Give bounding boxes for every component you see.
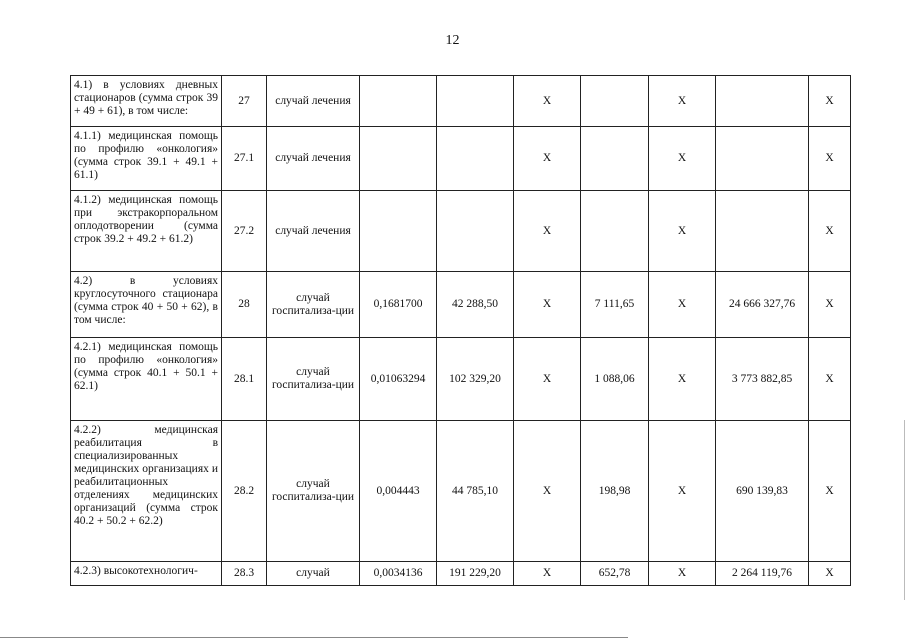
data-table	[70, 75, 851, 586]
footer-divider	[0, 637, 628, 638]
cell-c7: X	[809, 272, 851, 338]
cell-c4: 652,78	[581, 562, 649, 586]
cell-c7: X	[809, 127, 851, 191]
cell-c6: 690 139,83	[716, 421, 809, 562]
cell-c5: X	[649, 338, 716, 421]
cell-c7: X	[809, 76, 851, 127]
cell-c3: X	[514, 76, 581, 127]
cell-c3: X	[514, 191, 581, 272]
cell-c2	[437, 191, 514, 272]
cell-c5: X	[649, 191, 716, 272]
cell-c1	[360, 76, 437, 127]
cell-c7: X	[809, 421, 851, 562]
row-code: 28.2	[222, 421, 267, 562]
cell-c2	[437, 127, 514, 191]
row-unit: случай госпитализа-ции	[267, 421, 360, 562]
row-name: 4.2.1) медицинская помощь по профилю «онкология» (сумма строк 40.1 + 50.1 + 62.1)	[71, 338, 222, 421]
cell-c3: X	[514, 562, 581, 586]
table-row	[71, 338, 851, 421]
row-code: 27.2	[222, 191, 267, 272]
cell-c6	[716, 191, 809, 272]
cell-c3: X	[514, 127, 581, 191]
cell-c4	[581, 76, 649, 127]
cell-c7: X	[809, 338, 851, 421]
row-name: 4.1) в условиях дневных стационаров (сумма строк 39 + 49 + 61), в том числе:	[71, 76, 222, 127]
cell-c7: X	[809, 191, 851, 272]
cell-c6: 24 666 327,76	[716, 272, 809, 338]
row-unit: случай госпитализа-ции	[267, 272, 360, 338]
cell-c3: X	[514, 272, 581, 338]
row-code: 28	[222, 272, 267, 338]
table-row	[71, 127, 851, 191]
cell-c1	[360, 191, 437, 272]
cell-c2: 102 329,20	[437, 338, 514, 421]
row-unit: случай лечения	[267, 127, 360, 191]
cell-c6	[716, 76, 809, 127]
cell-c4	[581, 127, 649, 191]
cell-c4: 7 111,65	[581, 272, 649, 338]
cell-c4: 198,98	[581, 421, 649, 562]
cell-c2: 42 288,50	[437, 272, 514, 338]
cell-c6	[716, 127, 809, 191]
row-name: 4.2) в условиях круглосуточного стационара (сумма строк 40 + 50 + 62), в том числе:	[71, 272, 222, 338]
row-name: 4.1.1) медицинская помощь по профилю «онкология» (сумма строк 39.1 + 49.1 + 61.1)	[71, 127, 222, 191]
cell-c5: X	[649, 272, 716, 338]
cell-c5: X	[649, 562, 716, 586]
row-name: 4.2.2) медицинская реабилитация в специализированных медицинских организациях и реабилитационных отделениях медицинских организаций (сумма строк 40.2 + 50.2 + 62.2)	[71, 421, 222, 562]
cell-c3: X	[514, 338, 581, 421]
row-code: 27.1	[222, 127, 267, 191]
cell-c7: X	[809, 562, 851, 586]
cell-c3: X	[514, 421, 581, 562]
row-code: 28.3	[222, 562, 267, 586]
page-number: 12	[445, 33, 460, 48]
cell-c5: X	[649, 76, 716, 127]
cell-c5: X	[649, 127, 716, 191]
cell-c1: 0,004443	[360, 421, 437, 562]
cell-c6: 2 264 119,76	[716, 562, 809, 586]
cell-c2: 44 785,10	[437, 421, 514, 562]
row-code: 28.1	[222, 338, 267, 421]
row-code: 27	[222, 76, 267, 127]
row-name: 4.1.2) медицинская помощь при экстракорпоральном оплодотворении (сумма строк 39.2 + 49.2 + 61.2)	[71, 191, 222, 272]
row-unit: случай лечения	[267, 76, 360, 127]
table-row	[71, 76, 851, 127]
cell-c4	[581, 191, 649, 272]
table-row	[71, 191, 851, 272]
row-unit: случай	[267, 562, 360, 586]
table-row	[71, 562, 851, 586]
cell-c5: X	[649, 421, 716, 562]
table-row	[71, 421, 851, 562]
row-name: 4.2.3) высокотехнологич-	[71, 562, 222, 586]
cell-c1: 0,0034136	[360, 562, 437, 586]
cell-c6: 3 773 882,85	[716, 338, 809, 421]
cell-c2	[437, 76, 514, 127]
cell-c2: 191 229,20	[437, 562, 514, 586]
table-row	[71, 272, 851, 338]
cell-c1	[360, 127, 437, 191]
cell-c1: 0,1681700	[360, 272, 437, 338]
row-unit: случай лечения	[267, 191, 360, 272]
row-unit: случай госпитализа-ции	[267, 338, 360, 421]
cell-c4: 1 088,06	[581, 338, 649, 421]
cell-c1: 0,01063294	[360, 338, 437, 421]
